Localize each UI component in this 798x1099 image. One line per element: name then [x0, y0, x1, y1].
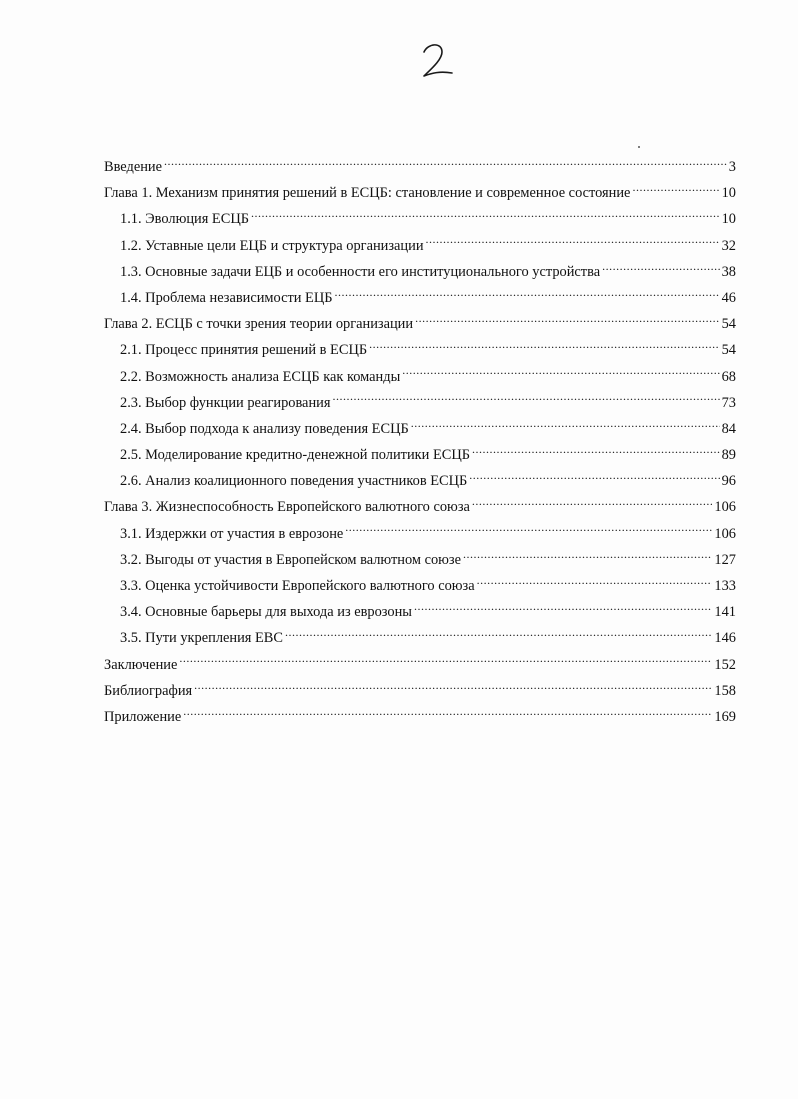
toc-dot-leader — [335, 288, 720, 302]
toc-dot-leader — [332, 393, 719, 407]
toc-section-entry — [104, 573, 736, 599]
toc-entry-title: 3.1. Издержки от участия в еврозоне — [120, 525, 344, 542]
toc-entry-title: 2.1. Процесс принятия решений в ЕСЦБ — [120, 342, 368, 359]
toc-entry-page-number: 54 — [721, 316, 736, 333]
toc-entry-page-number: 54 — [721, 342, 736, 359]
toc-entry-page-number: 133 — [714, 578, 736, 594]
toc-entry-title: 3.2. Выгоды от участия в Европейском валютном союзе — [120, 551, 461, 568]
toc-dot-leader — [251, 209, 720, 223]
toc-entry-page-number: 158 — [714, 682, 736, 699]
toc-dot-leader — [632, 183, 719, 197]
toc-dot-leader — [602, 262, 720, 276]
toc-entry-title: Библиография — [104, 682, 193, 699]
toc-entry-page-number: 89 — [721, 447, 736, 464]
toc-entry-title: 2.5. Моделирование кредитно-денежной политики ЕСЦБ — [120, 447, 470, 464]
toc-section-entry — [104, 599, 736, 625]
toc-entry-title: 1.2. Уставные цели ЕЦБ и структура организации — [120, 237, 424, 254]
toc-entry-page-number: 3 — [728, 159, 736, 175]
handwritten-2-icon — [418, 40, 458, 80]
toc-entry-page-number: 96 — [721, 473, 736, 490]
toc-entry-page-number: 169 — [714, 708, 736, 725]
toc-entry-title: Приложение — [104, 708, 182, 725]
toc-entry-title: 2.2. Возможность анализа ЕСЦБ как команды — [120, 368, 401, 385]
toc-entry-title: Глава 2. ЕСЦБ с точки зрения теории организации — [104, 316, 414, 333]
toc-entry-page-number: 127 — [714, 551, 736, 568]
toc-entry-page-number: 146 — [714, 630, 736, 647]
toc-entry-page-number: 106 — [714, 499, 736, 516]
toc-dot-leader — [179, 655, 712, 669]
toc-section-entry — [104, 521, 736, 547]
toc-entry-page-number: 141 — [714, 604, 736, 621]
toc-dot-leader — [402, 367, 719, 381]
toc-entry-page-number: 73 — [721, 394, 736, 411]
toc-dot-leader — [415, 314, 720, 328]
toc-entry-title: 3.4. Основные барьеры для выхода из еврозоны — [120, 604, 412, 621]
toc-dot-leader — [469, 471, 719, 485]
toc-entry-page-number: 46 — [721, 289, 736, 306]
toc-entry-page-number: 32 — [721, 237, 736, 254]
toc-section-entry — [104, 206, 736, 232]
toc-entry-page-number: 152 — [714, 656, 736, 673]
toc-entry-title: 3.5. Пути укрепления ЕВС — [120, 630, 284, 647]
toc-chapter-entry — [104, 652, 736, 678]
toc-entry-title: Глава 1. Механизм принятия решений в ЕСЦБ: становление и современное состояние — [104, 185, 631, 202]
toc-chapter-entry — [104, 494, 736, 520]
toc-chapter-entry — [104, 704, 736, 730]
toc-dot-leader — [194, 681, 712, 695]
toc-entry-title: 2.6. Анализ коалиционного поведения участников ЕСЦБ — [120, 473, 468, 490]
table-of-contents — [104, 154, 736, 730]
toc-section-entry — [104, 285, 736, 311]
toc-entry-title: 2.4. Выбор подхода к анализу поведения ЕСЦБ — [120, 420, 409, 437]
toc-dot-leader — [183, 707, 712, 721]
toc-entry-page-number: 84 — [721, 420, 736, 437]
toc-entry-title: 1.4. Проблема независимости ЕЦБ — [120, 289, 333, 306]
toc-dot-leader — [369, 340, 720, 354]
toc-entry-title: Введение — [104, 159, 163, 175]
handwritten-page-number — [418, 40, 458, 80]
toc-entry-title: 1.3. Основные задачи ЕЦБ и особенности его институционального устройства — [120, 263, 601, 280]
toc-dot-leader — [426, 236, 720, 250]
toc-section-entry — [104, 547, 736, 573]
toc-entry-page-number: 106 — [714, 525, 736, 542]
toc-section-entry — [104, 337, 736, 363]
toc-chapter-entry — [104, 180, 736, 206]
toc-dot-leader — [285, 628, 712, 642]
toc-entry-title: Глава 3. Жизнеспособность Европейского валютного союза — [104, 499, 470, 516]
toc-section-entry — [104, 233, 736, 259]
toc-entry-title: 1.1. Эволюция ЕСЦБ — [120, 211, 249, 228]
toc-section-entry — [104, 416, 736, 442]
toc-section-entry — [104, 468, 736, 494]
toc-entry-page-number: 10 — [721, 185, 736, 202]
toc-section-entry — [104, 625, 736, 651]
toc-dot-leader — [477, 576, 713, 590]
toc-chapter-entry — [104, 154, 736, 180]
toc-entry-title: 3.3. Оценка устойчивости Европейского валютного союза — [120, 578, 475, 594]
toc-dot-leader — [472, 497, 713, 511]
toc-dot-leader — [414, 602, 712, 616]
scan-speck — [638, 146, 640, 148]
toc-section-entry — [104, 442, 736, 468]
toc-section-entry — [104, 364, 736, 390]
toc-chapter-entry — [104, 311, 736, 337]
toc-dot-leader — [345, 524, 712, 538]
toc-dot-leader — [164, 157, 727, 171]
toc-entry-page-number: 10 — [721, 211, 736, 228]
toc-entry-title: 2.3. Выбор функции реагирования — [120, 394, 331, 411]
toc-entry-page-number: 68 — [721, 368, 736, 385]
toc-section-entry — [104, 259, 736, 285]
toc-dot-leader — [472, 445, 720, 459]
toc-chapter-entry — [104, 678, 736, 704]
toc-dot-leader — [411, 419, 720, 433]
toc-entry-page-number: 38 — [721, 263, 736, 280]
toc-entry-title: Заключение — [104, 656, 178, 673]
toc-dot-leader — [463, 550, 712, 564]
toc-section-entry — [104, 390, 736, 416]
